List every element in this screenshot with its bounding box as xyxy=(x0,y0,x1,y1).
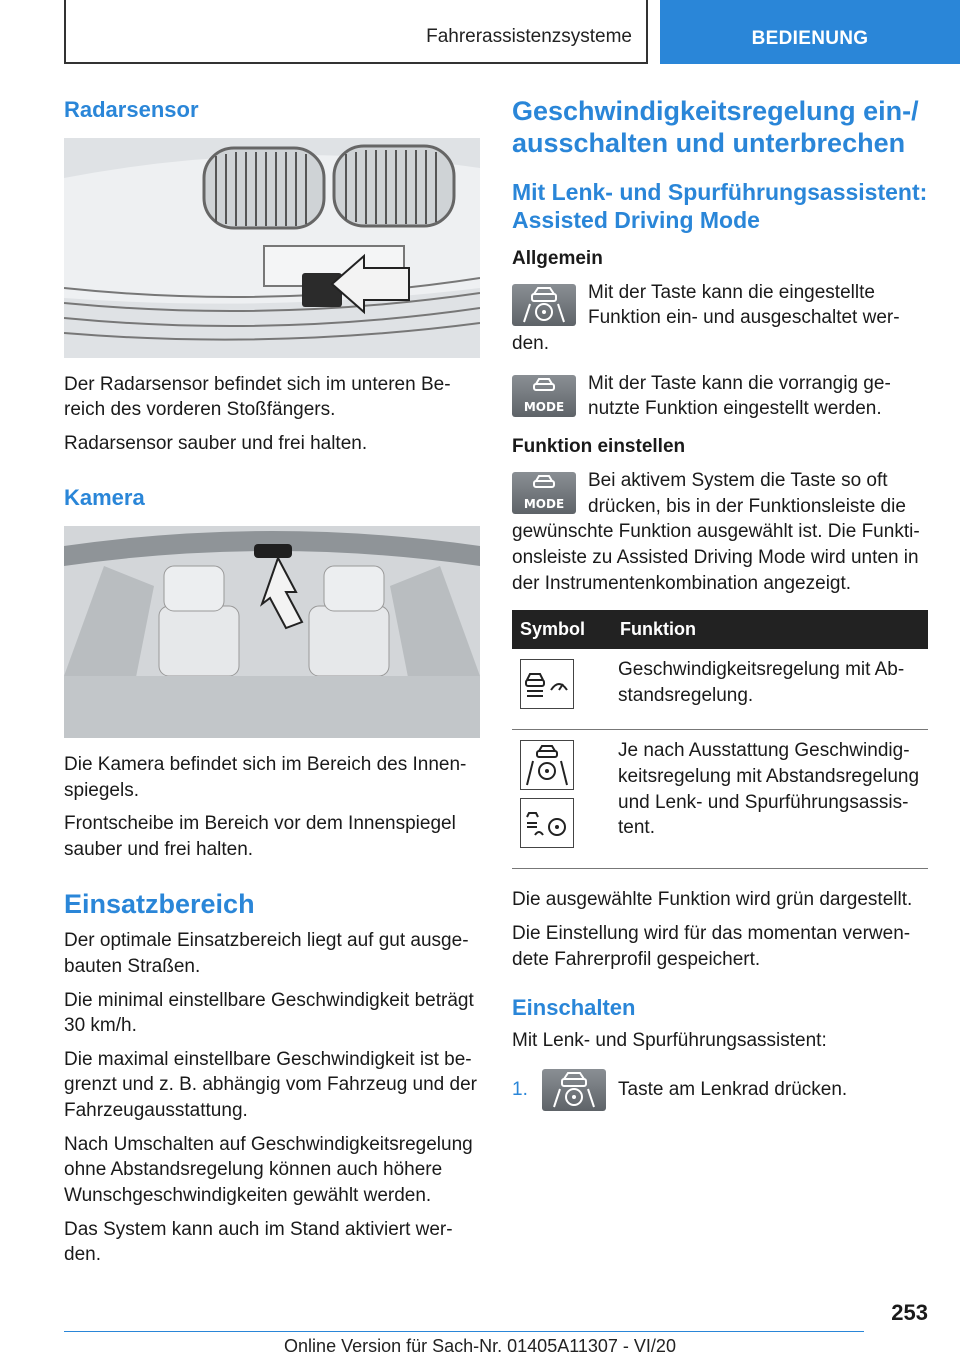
distance-control-icon xyxy=(520,659,574,709)
einsatz-paragraph-1: Der optimale Einsatzbereich liegt auf gut ausgebauten Straßen. xyxy=(64,930,469,977)
funktion-paragraph: Bei aktivem System die Taste so oft drücken, bis in der Funktionsleiste die gewünschte Funktion ausgewählt ist. Die Funktionsleiste zu Assisted Driving Mode wird unten in der Instrumentenkombination angezeigt. xyxy=(512,470,920,594)
distance-steering-icon xyxy=(520,798,574,848)
table-header-funktion: Funktion xyxy=(612,610,928,649)
einsatz-paragraph-4: Nach Umschalten auf Geschwindigkeitsregelung ohne Abstandsregelung können auch höhere Wunschgeschwindigkeiten gewählt werden. xyxy=(64,1133,473,1206)
einsatz-paragraph-3: Die maximal einstellbare Geschwindigkeit ist begrenzt und z. B. abhängig vom Fahrzeug und der Fahrzeugausstattung. xyxy=(64,1048,477,1122)
kamera-heading: Kamera xyxy=(64,485,145,511)
step-item xyxy=(512,1069,928,1111)
kidney-grille-left xyxy=(204,148,324,228)
einsatz-paragraph-2: Die minimal einstellbare Geschwindigkeit beträgt 30 km/h. xyxy=(64,989,474,1037)
assist-button-icon xyxy=(512,284,576,326)
step-number: 1. xyxy=(512,1079,528,1101)
mode-label: MODE xyxy=(523,399,565,414)
left-column xyxy=(64,96,480,1276)
allgemein-item-2 xyxy=(512,371,928,422)
step-text: Taste am Lenkrad drücken. xyxy=(618,1079,848,1101)
radar-sensor-image xyxy=(64,138,480,358)
allgemein-paragraph-1: Mit der Taste kann die eingestellte Funktion ein- und ausgeschaltet werden. xyxy=(512,281,900,355)
einsatzbereich-heading: Einsatzbereich xyxy=(64,889,255,920)
camera-illustration xyxy=(64,526,480,738)
einschalten-paragraph: Mit Lenk- und Spurführungsassistent: xyxy=(512,1029,827,1051)
table-row xyxy=(512,730,928,869)
page-number: 253 xyxy=(891,1300,928,1325)
radar-paragraph-2: Radarsensor sauber und frei halten. xyxy=(64,432,368,454)
radar-paragraph-1: Der Radarsensor befindet sich im unteren Bereich des vorderen Stoßfängers. xyxy=(64,373,451,421)
allgemein-heading: Allgemein xyxy=(512,247,603,269)
steering-assist-icon xyxy=(520,740,574,790)
header-chapter-tab xyxy=(660,0,960,64)
radar-illustration xyxy=(64,138,480,358)
header-section xyxy=(64,0,648,64)
table-header-symbol: Symbol xyxy=(512,610,612,649)
einschalten-heading: Einschalten xyxy=(512,995,636,1021)
footer-online-version: Online Version für Sach-Nr. 01405A11307 - VI/20 xyxy=(284,1336,676,1356)
kamera-paragraph-1: Die Kamera befindet sich im Bereich des Innenspiegels. xyxy=(64,753,467,801)
main-heading: Geschwindigkeitsregelung ein-/ ausschalten und unterbrechen xyxy=(512,96,919,158)
mode-button-icon xyxy=(512,375,576,417)
radar-sensor xyxy=(302,273,342,307)
allgemein-paragraph-2: Mit der Taste kann die vorrangig genutzte Funktion eingestellt werden. xyxy=(588,372,891,420)
mode-button-icon xyxy=(512,472,576,514)
table-cell-funktion: Geschwindigkeitsregelung mit Abstandsregelung. xyxy=(612,649,928,730)
einsatz-paragraph-5: Das System kann auch im Stand aktiviert werden. xyxy=(64,1218,453,1266)
after-paragraph-1: Die ausgewählte Funktion wird grün dargestellt. xyxy=(512,889,913,911)
sub-heading: Mit Lenk- und Spurführungsassistent: Assisted Driving Mode xyxy=(512,178,928,233)
footer-divider xyxy=(64,1331,864,1332)
funktion-item xyxy=(512,468,928,596)
camera-module xyxy=(254,544,292,558)
funktion-heading: Funktion einstellen xyxy=(512,436,686,458)
right-column xyxy=(512,96,928,1111)
radar-heading: Radarsensor xyxy=(64,97,199,122)
table-cell-funktion: Je nach Ausstattung Geschwindigkeitsregelung mit Abstandsregelung und Lenk- und Spurführungsassistent. xyxy=(612,730,928,869)
allgemein-item-1 xyxy=(512,280,928,357)
header-chapter-label: BEDIENUNG xyxy=(751,28,869,49)
steering-wheel-button-icon xyxy=(542,1069,606,1111)
table-row xyxy=(512,649,928,730)
kamera-paragraph-2: Frontscheibe im Bereich vor dem Innenspiegel sauber und frei halten. xyxy=(64,813,456,860)
after-paragraph-2: Die Einstellung wird für das momentan verwendete Fahrerprofil gespeichert. xyxy=(512,922,911,970)
header-section-label: Fahrerassistenzsysteme xyxy=(426,26,632,47)
mode-label: MODE xyxy=(523,497,565,512)
kamera-image xyxy=(64,526,480,738)
symbol-table xyxy=(512,610,928,869)
kidney-grille-right xyxy=(334,146,454,226)
